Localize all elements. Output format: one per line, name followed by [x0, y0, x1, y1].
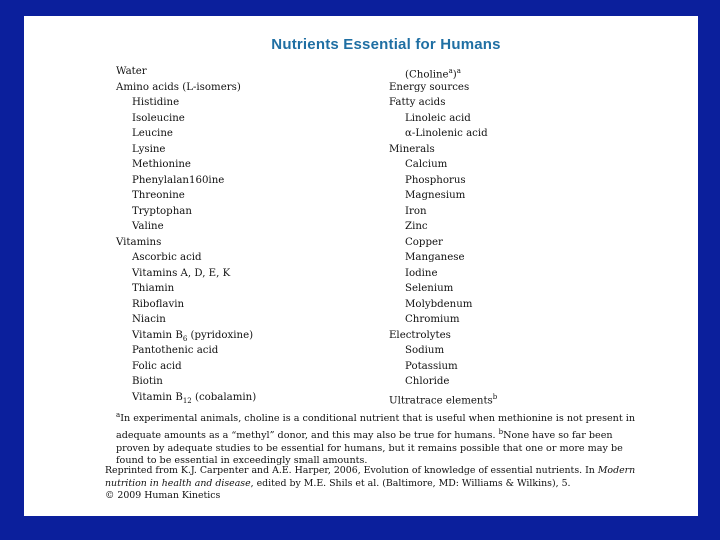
nutrient-item — [116, 219, 256, 235]
nutrient-item — [116, 80, 256, 96]
nutrient-item — [389, 297, 497, 313]
nutrient-item — [389, 328, 497, 344]
nutrient-label: (Choline — [405, 69, 449, 81]
nutrient-item — [389, 374, 497, 390]
nutrient-item — [116, 390, 256, 406]
reference-citation — [105, 465, 665, 503]
subscript: 12 — [182, 396, 192, 405]
nutrient-label: Valine — [132, 221, 164, 232]
superscript: a — [456, 67, 461, 75]
nutrient-item — [116, 111, 256, 127]
nutrient-label: Tryptophan — [132, 205, 192, 217]
nutrient-item — [116, 328, 256, 344]
nutrient-item — [389, 188, 497, 204]
nutrient-item — [116, 250, 256, 266]
nutrient-item — [116, 188, 256, 204]
nutrient-item — [116, 297, 256, 313]
nutrient-item — [116, 157, 256, 173]
page-title: Nutrients Essential for Humans — [271, 36, 501, 53]
nutrient-item — [116, 126, 256, 142]
nutrient-label: Vitamins — [116, 236, 162, 248]
nutrient-label: Amino acids (L-isomers) — [116, 81, 241, 93]
nutrient-item — [116, 235, 256, 251]
left-column — [116, 64, 256, 405]
reference-prefix: Reprinted from K.J. Carpenter and A.E. Harper, 2006, Evolution of knowledge of essential nutrients. In — [105, 465, 598, 476]
nutrient-label: Minerals — [389, 143, 435, 155]
nutrient-label: Pantothenic acid — [132, 345, 219, 356]
nutrient-item — [116, 64, 256, 80]
nutrient-item — [116, 95, 256, 111]
superscript: a — [448, 67, 453, 75]
nutrient-item — [116, 312, 256, 328]
nutrient-item — [389, 126, 497, 142]
nutrient-label: Linoleic acid — [405, 112, 471, 124]
footnote-text-a: In experimental animals, choline is a conditional nutrient that is useful when methionine is not present in adequate amounts as a “methyl” donor, and this may also be true for humans. — [116, 413, 636, 441]
nutrient-label: Lysine — [132, 143, 166, 155]
nutrient-item — [389, 343, 497, 359]
nutrient-label: Thiamin — [132, 283, 175, 294]
nutrient-label: Electrolytes — [389, 329, 451, 341]
nutrient-item — [389, 80, 497, 96]
nutrient-label: Selenium — [405, 283, 454, 294]
nutrient-label: Leucine — [132, 128, 173, 139]
nutrient-item — [116, 281, 256, 297]
nutrient-label: Sodium — [405, 345, 445, 356]
nutrient-item — [116, 343, 256, 359]
nutrient-label: Riboflavin — [132, 298, 185, 310]
nutrient-suffix: ) — [452, 69, 457, 81]
slide-page — [24, 16, 698, 516]
nutrient-label: Calcium — [405, 159, 448, 170]
nutrient-label: Energy sources — [389, 81, 470, 93]
nutrient-item — [389, 64, 497, 80]
nutrient-item — [389, 250, 497, 266]
nutrient-label: Phenylalan160ine — [132, 174, 225, 186]
nutrient-label: Water — [116, 66, 147, 77]
nutrient-item — [389, 312, 497, 328]
reference-suffix: , edited by M.E. Shils et al. (Baltimore, MD: Williams & Wilkins), 5. — [250, 477, 571, 489]
nutrient-label: Copper — [405, 236, 443, 248]
nutrient-label: Iron — [405, 205, 427, 217]
subscript: 6 — [182, 334, 188, 343]
nutrient-label: Phosphorus — [405, 174, 466, 186]
nutrient-label: α-Linolenic acid — [405, 128, 488, 139]
nutrient-label: Potassium — [405, 360, 458, 372]
nutrient-label: Ultratrace elements — [389, 394, 493, 406]
nutrient-label: Magnesium — [405, 190, 466, 201]
nutrient-label: Vitamin B — [132, 329, 183, 341]
copyright: © 2009 Human Kinetics — [105, 490, 221, 501]
footnote-text-b: None have so far been proven by adequate studies to be essential for humans, but it remains possible that one or more may be found to be essential in exceedingly small amounts. — [116, 429, 623, 467]
nutrient-label: Ascorbic acid — [132, 252, 202, 263]
nutrient-item — [389, 142, 497, 158]
nutrient-label: Molybdenum — [405, 298, 473, 310]
nutrient-item — [389, 111, 497, 127]
nutrient-item — [389, 219, 497, 235]
nutrient-label: Niacin — [132, 314, 166, 325]
nutrient-item — [389, 95, 497, 111]
nutrient-label: Isoleucine — [132, 112, 185, 124]
nutrient-item — [116, 173, 256, 189]
nutrient-label: Chromium — [405, 314, 460, 325]
superscript: b — [492, 392, 498, 401]
nutrient-label: Methionine — [132, 159, 191, 170]
nutrient-label: Vitamins A, D, E, K — [132, 267, 231, 279]
nutrient-label: Biotin — [132, 376, 163, 387]
nutrient-item — [116, 266, 256, 282]
nutrient-label: Iodine — [405, 267, 438, 279]
nutrient-item — [389, 266, 497, 282]
nutrient-label: Histidine — [132, 97, 180, 108]
nutrient-item — [389, 204, 497, 220]
nutrient-label: Zinc — [405, 221, 428, 232]
footnote-mark-a: a — [116, 411, 121, 419]
nutrient-item — [389, 390, 497, 406]
nutrient-item — [116, 204, 256, 220]
nutrient-label: Chloride — [405, 376, 450, 387]
nutrient-suffix: (cobalamin) — [191, 391, 257, 403]
nutrient-item — [116, 142, 256, 158]
footnote — [116, 409, 636, 468]
nutrient-item — [389, 157, 497, 173]
nutrient-label: Folic acid — [132, 360, 182, 372]
reference-book-title: Modern nutrition in health and disease — [105, 465, 636, 489]
footnote-mark-b: b — [498, 427, 504, 436]
nutrient-suffix: (pyridoxine) — [187, 329, 254, 341]
nutrient-item — [389, 173, 497, 189]
nutrient-item — [389, 281, 497, 297]
nutrient-item — [389, 235, 497, 251]
right-column — [389, 64, 497, 405]
nutrient-item — [116, 359, 256, 375]
nutrient-item — [389, 359, 497, 375]
nutrient-item — [116, 374, 256, 390]
nutrient-label: Fatty acids — [389, 97, 446, 108]
nutrient-label: Vitamin B — [132, 391, 183, 403]
nutrient-label: Manganese — [405, 252, 465, 263]
nutrient-label: Threonine — [132, 190, 185, 201]
